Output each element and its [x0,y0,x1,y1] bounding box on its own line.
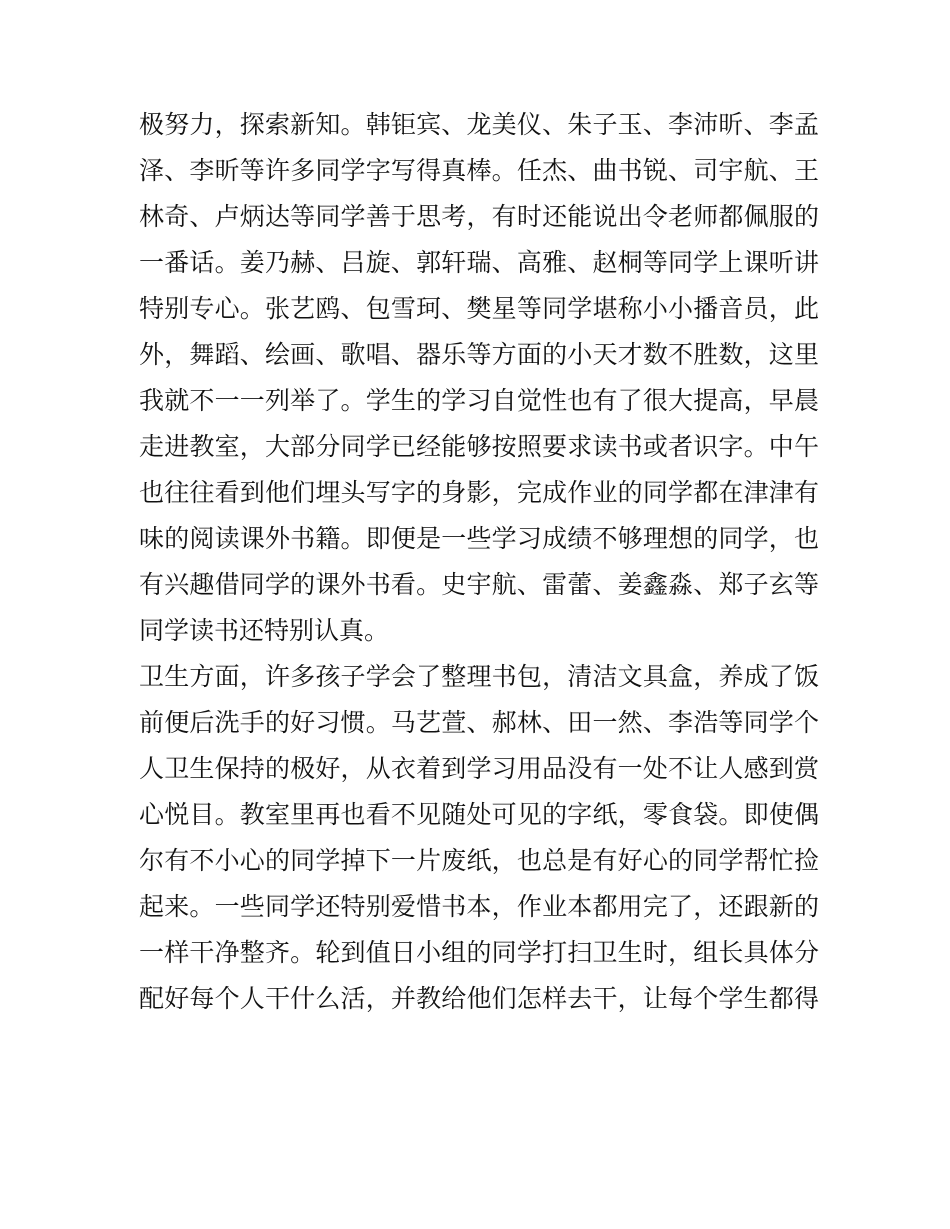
text-line: 外，舞蹈、绘画、歌唱、器乐等方面的小天才数不胜数，这里 [139,340,819,369]
text-line: 走进教室，大部分同学已经能够按照要求读书或者识字。中午 [139,432,819,461]
text-line: 味的阅读课外书籍。即便是一些学习成绩不够理想的同学，也 [139,524,819,553]
text-line: 起来。一些同学还特别爱惜书本，作业本都用完了，还跟新的 [139,892,819,921]
text-line: 尔有不小心的同学掉下一片废纸，也总是有好心的同学帮忙捡 [139,846,819,875]
text-line: 卫生方面，许多孩子学会了整理书包，清洁文具盒，养成了饭 [139,662,819,691]
paragraph-end-line: 同学读书还特别认真。 [139,616,390,645]
text-line: 前便后洗手的好习惯。马艺萱、郝林、田一然、李浩等同学个 [139,708,819,737]
text-line: 极努力，探索新知。韩钜宾、龙美仪、朱子玉、李沛昕、李孟 [139,110,819,139]
text-line: 有兴趣借同学的课外书看。史宇航、雷蕾、姜鑫淼、郑子玄等 [139,570,819,599]
text-line: 配好每个人干什么活，并教给他们怎样去干，让每个学生都得 [139,984,819,1013]
text-line: 心悦目。教室里再也看不见随处可见的字纸，零食袋。即使偶 [139,800,819,829]
text-line: 林奇、卢炳达等同学善于思考，有时还能说出令老师都佩服的 [139,202,819,231]
text-line: 人卫生保持的极好，从衣着到学习用品没有一处不让人感到赏 [139,754,819,783]
text-line: 也往往看到他们埋头写字的身影，完成作业的同学都在津津有 [139,478,819,507]
body-text [139,102,819,1022]
text-line: 特别专心。张艺鸥、包雪珂、樊星等同学堪称小小播音员，此 [139,294,819,323]
text-line: 一样干净整齐。轮到值日小组的同学打扫卫生时，组长具体分 [139,938,819,967]
text-line: 我就不一一列举了。学生的学习自觉性也有了很大提高，早晨 [139,386,819,415]
text-line: 一番话。姜乃赫、吕旋、郭轩瑞、高雅、赵桐等同学上课听讲 [139,248,819,277]
text-line: 泽、李昕等许多同学字写得真棒。任杰、曲书锐、司宇航、王 [139,156,819,185]
